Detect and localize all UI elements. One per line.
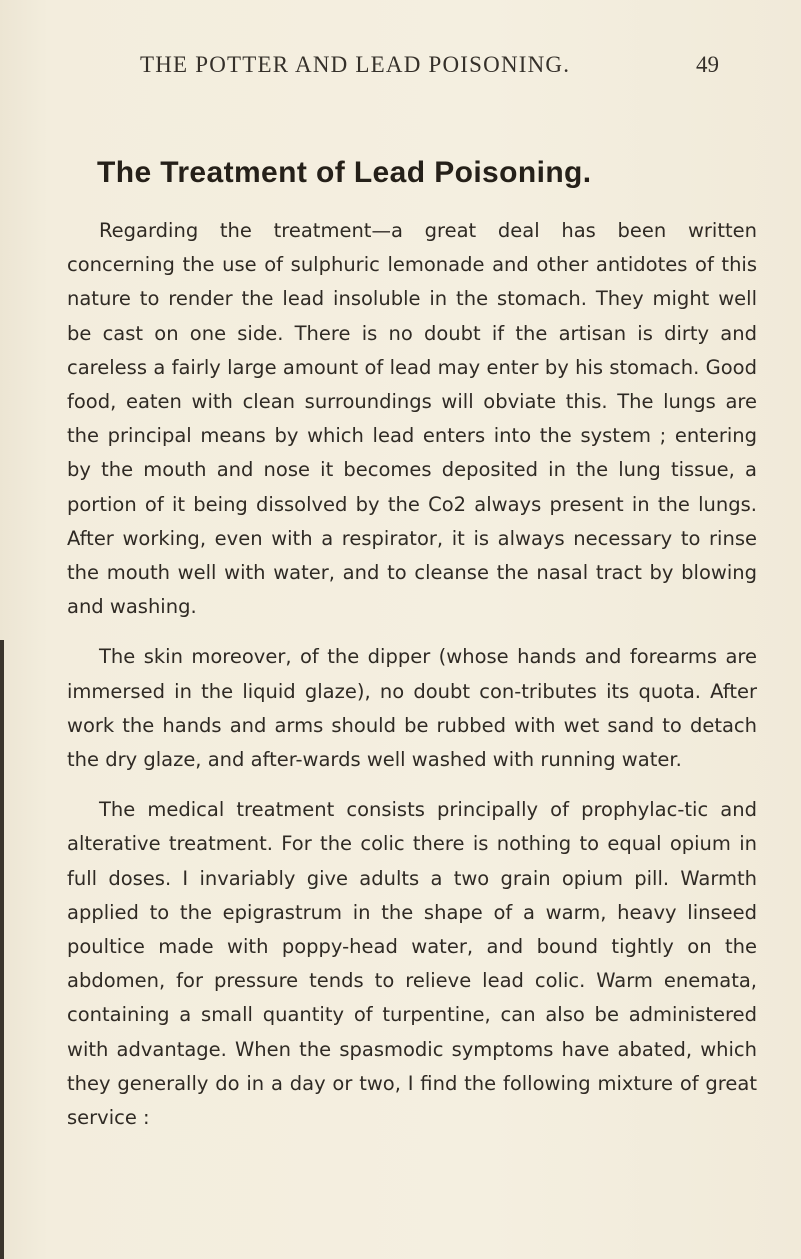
body-text [67, 214, 757, 1151]
page-edge-shadow [0, 640, 4, 1259]
paragraph: Regarding the treatment—a great deal has been written concerning the use of sulphuric lemonade and other antidotes of this nature to render the lead insoluble in the stomach. They might well be cast on one side. There is no doubt if the artisan is dirty and careless a fairly large amount of lead may enter by his stomach. Good food, eaten with clean surroundings will obviate this. The lungs are the principal means by which lead enters into the system ; entering by the mouth and nose it becomes deposited in the lung tissue, a portion of it being dissolved by the Co2 always present in the lungs. After working, even with a respirator, it is always necessary to rinse the mouth well with water, and to cleanse the nasal tract by blowing and washing. [67, 219, 757, 619]
page-header [0, 52, 801, 82]
running-title: THE POTTER AND LEAD POISONING. [140, 52, 571, 77]
paragraph: The skin moreover, of the dipper (whose hands and forearms are immersed in the liquid glaze), no doubt con-tributes its quota. After work the hands and arms should be rubbed with wet sand to detach the dry glaze, and after-wards well washed with running water. [67, 645, 757, 772]
page-number: 49 [696, 52, 719, 77]
paragraph: The medical treatment consists principally of prophylac-tic and alterative treatment. For the colic there is nothing to equal opium in full doses. I invariably give adults a two grain opium pill. Warmth applied to the epigrastrum in the shape of a warm, heavy linseed poultice made with poppy-head water, and bound tightly on the abdomen, for pressure tends to relieve lead colic. Warm enemata, containing a small quantity of turpentine, can also be administered with advantage. When the spasmodic symptoms have abated, which they generally do in a day or two, I find the following mixture of great service : [67, 798, 757, 1130]
section-title: The Treatment of Lead Poisoning. [97, 156, 592, 190]
